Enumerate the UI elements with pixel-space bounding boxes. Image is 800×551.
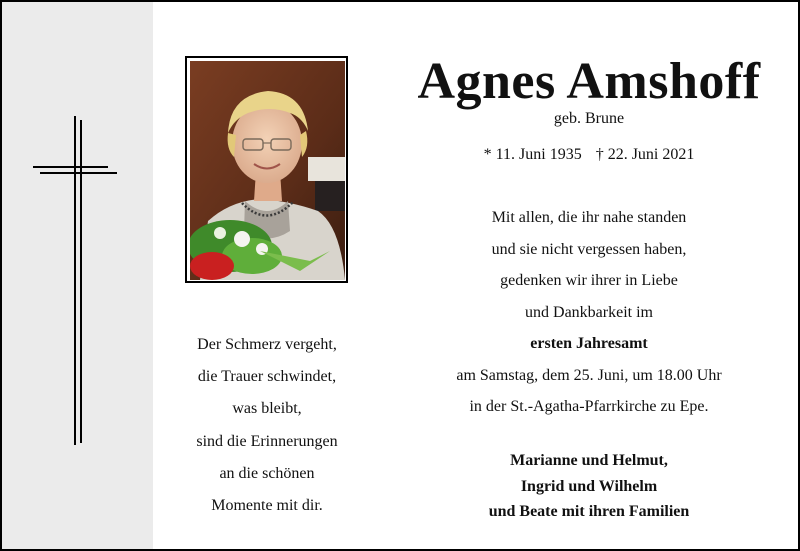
death-date: † 22. Juni 2021 [595,146,695,163]
poem-line: Der Schmerz vergeht, [197,336,337,353]
poem-line: an die schönen [219,464,315,482]
service-location: in der St.-Agatha-Pfarrkirche zu Epe. [469,398,709,415]
service-datetime: am Samstag, dem 25. Juni, um 18.00 Uhr [456,366,722,384]
family-line: und Beate mit ihren Familien [488,503,690,520]
family-signature [402,448,776,525]
birth-name: geb. Brune [553,110,625,127]
life-dates [402,144,776,166]
message-line: gedenken wir ihrer in Liebe [500,272,678,289]
message-line: und sie nicht vergessen haben, [491,240,687,258]
memorial-message [402,202,776,423]
poem-line: die Trauer schwindet, [197,368,337,386]
poem-line: Momente mit dir. [211,497,323,515]
memorial-poem [162,329,372,522]
cross-icon [2,2,153,549]
portrait-image [190,61,345,280]
portrait-photo [185,56,348,283]
poem-line: sind die Erinnerungen [196,432,338,450]
message-line: Mit allen, die ihr nahe standen [491,209,687,226]
message-line: und Dankbarkeit im [525,303,653,321]
poem-line: was bleibt, [232,400,302,418]
family-line: Marianne und Helmut, [510,452,668,469]
deceased-name: Agnes Amshoff [417,53,761,110]
family-line: Ingrid und Wilhelm [520,477,658,495]
birth-date: * 11. Juni 1935 [483,146,582,163]
service-title: ersten Jahresamt [530,335,648,352]
